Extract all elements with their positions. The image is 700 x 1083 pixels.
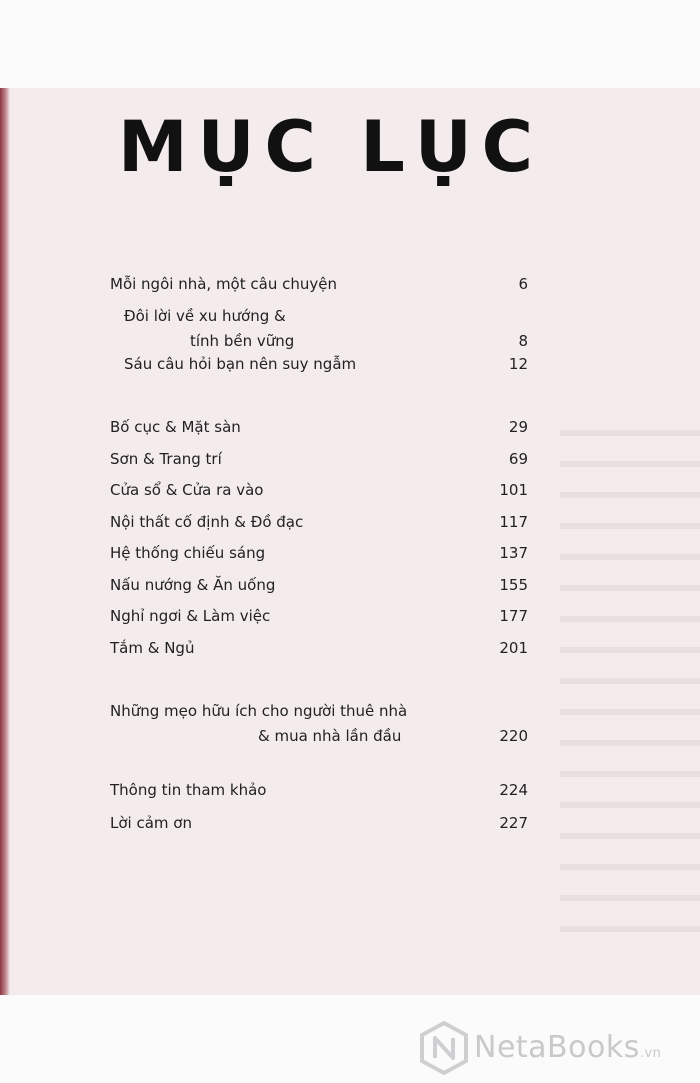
toc-page-tips: 220	[499, 727, 528, 745]
toc-entry-intro: Mỗi ngôi nhà, một câu chuyện	[110, 275, 337, 293]
toc-entry-references: Thông tin tham khảo	[110, 781, 267, 799]
toc-page-intro: 6	[518, 275, 528, 293]
toc-entry-tips: Những mẹo hữu ích cho người thuê nhà	[110, 702, 408, 720]
top-margin	[0, 0, 700, 88]
watermark	[418, 1020, 698, 1076]
toc-entry-questions: Sáu câu hỏi bạn nên suy ngẫm	[124, 355, 357, 373]
watermark-brand: NetaBooks	[474, 1030, 640, 1065]
toc-page-acknowledgements: 227	[499, 814, 528, 832]
toc-page-lighting: 137	[499, 544, 528, 562]
toc-page-windows: 101	[499, 481, 528, 499]
page-title: MỤC LỤC	[118, 106, 544, 188]
toc-entry-windows: Cửa sổ & Cửa ra vào	[110, 481, 264, 499]
toc-page-trends: 8	[518, 332, 528, 350]
toc-page-references: 224	[499, 781, 528, 799]
toc-page-furniture: 117	[499, 513, 528, 531]
toc-entry-rest: Nghỉ ngơi & Làm việc	[110, 607, 271, 625]
page-spine-edge	[0, 88, 10, 995]
bleed-through-text	[560, 430, 700, 950]
toc-entry-paint: Sơn & Trang trí	[110, 450, 222, 468]
toc-page-bath: 201	[499, 639, 528, 657]
toc-entry-tips-cont: & mua nhà lần đầu	[258, 727, 402, 745]
toc-entry-bath: Tắm & Ngủ	[110, 639, 195, 657]
toc-entry-cooking: Nấu nướng & Ăn uống	[110, 576, 276, 594]
watermark-tld: .vn	[639, 1046, 662, 1061]
toc-entry-lighting: Hệ thống chiếu sáng	[110, 544, 266, 562]
toc-entry-trends: Đôi lời về xu hướng &	[124, 307, 286, 325]
toc-page-questions: 12	[508, 355, 528, 373]
toc-page-cooking: 155	[499, 576, 528, 594]
toc-page-layout: 29	[508, 418, 528, 436]
toc-entry-layout: Bố cục & Mặt sàn	[110, 418, 241, 436]
toc-page-paint: 69	[508, 450, 528, 468]
netabooks-logo-icon	[418, 1020, 470, 1076]
toc-entry-acknowledgements: Lời cảm ơn	[110, 814, 192, 832]
toc-entry-trends-cont: tính bền vững	[190, 332, 295, 350]
watermark-text	[474, 1030, 661, 1065]
toc-entry-furniture: Nội thất cố định & Đồ đạc	[110, 513, 304, 531]
toc-page-rest: 177	[499, 607, 528, 625]
